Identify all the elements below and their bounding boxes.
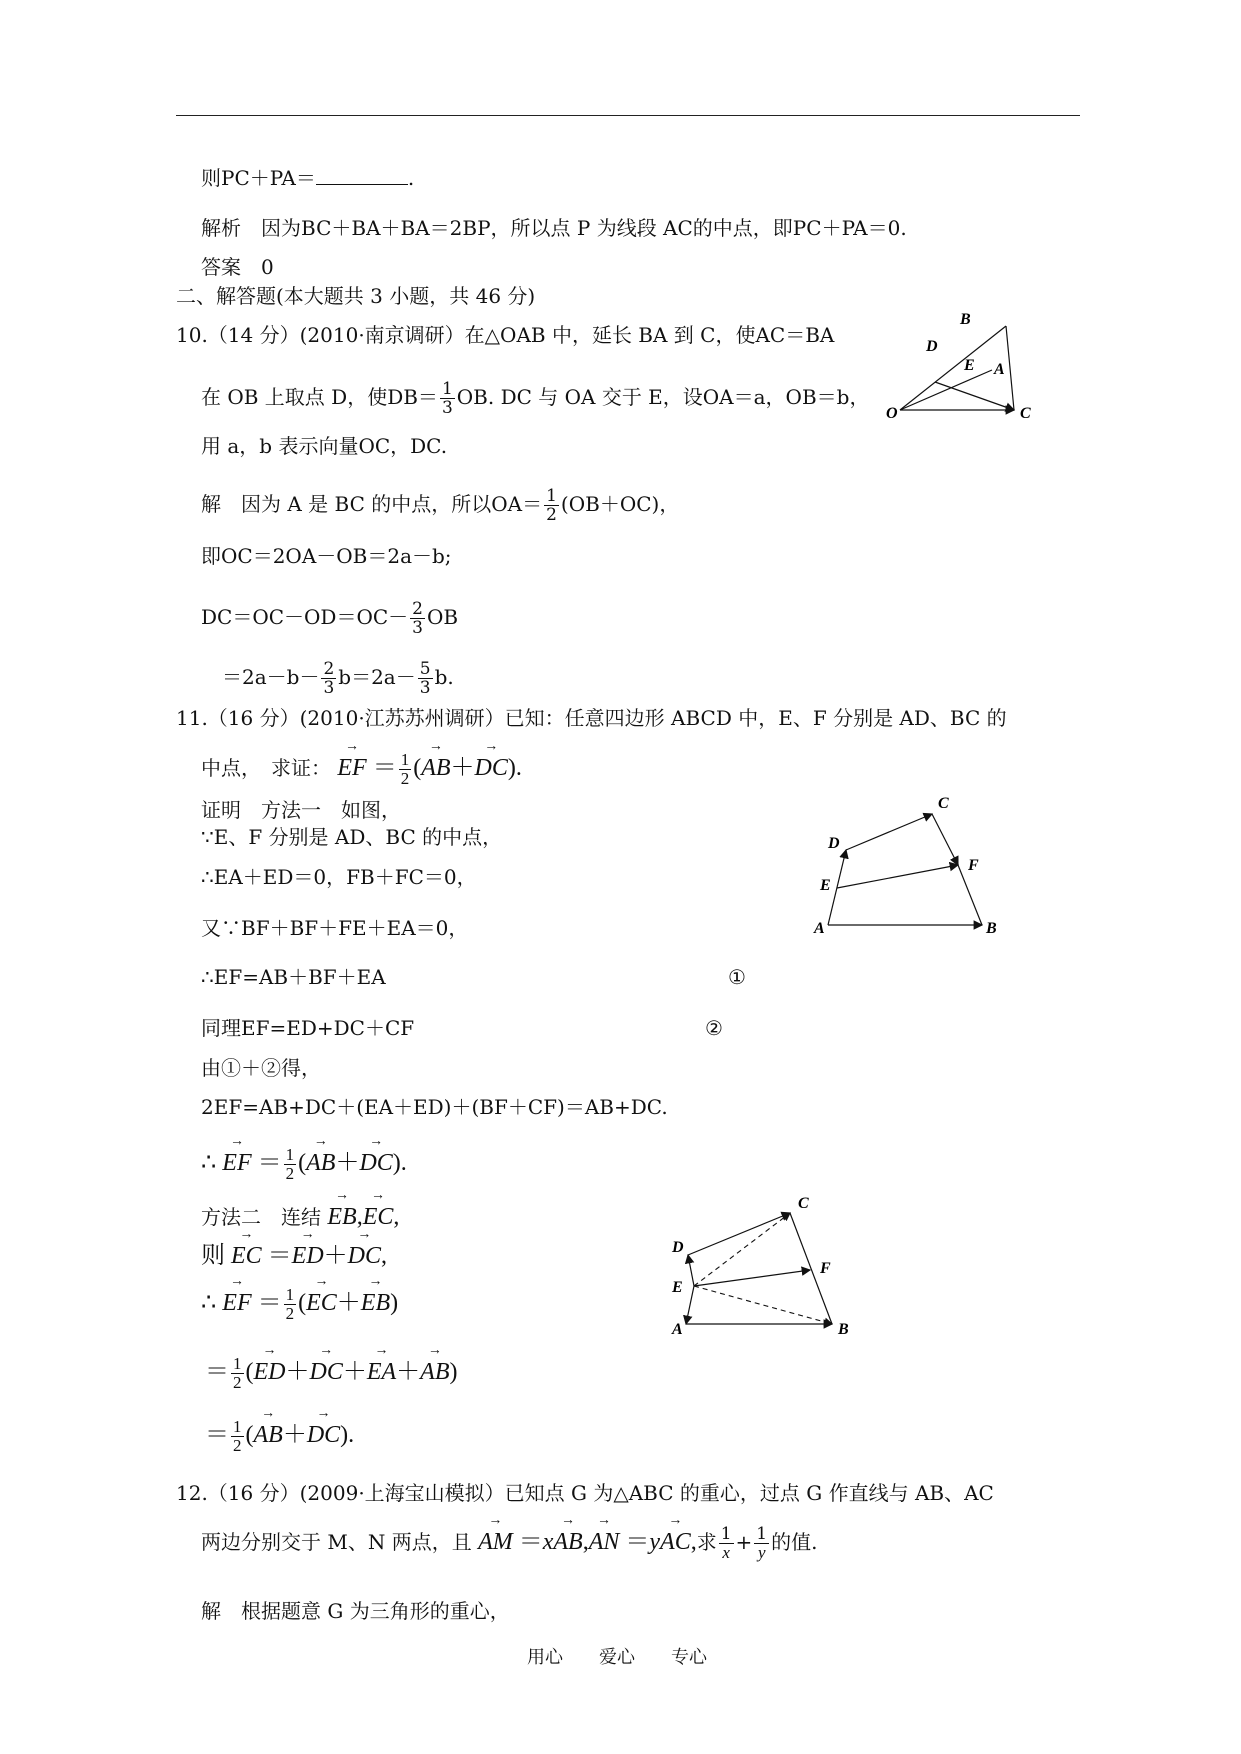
- solution-10-line1: 解 因为 A 是 BC 的中点，所以OA＝ $\frac{1}{2}$ (OB＋OC)，: [201, 486, 680, 525]
- proof-conclusion: ∴ → EF ＝ $\frac{1}{2}$ (→ AB＋→ DC).: [201, 1146, 407, 1183]
- question-12: 12.（16 分）(2009·上海宝山模拟）已知点 G 为△ABC 的重心，过点 G 作直线与 AB、AC: [176, 1481, 994, 1505]
- triangle-figure: [870, 310, 1040, 435]
- fig-label: D: [828, 835, 840, 852]
- solution-10-line4: ＝2a－b－ $\frac{2}{3}$ b＝2a－ $\frac{5}{3}$ b.: [222, 659, 454, 698]
- fig-label: B: [986, 920, 997, 937]
- answer-line: 答案 0: [201, 255, 274, 279]
- quadrilateral-figure: [808, 790, 1008, 940]
- fig-label: A: [672, 1321, 683, 1338]
- question-10-line2: 在 OB 上取点 D，使DB＝ $\frac{1}{3}$ OB. DC 与 OA 交于 E，设OA＝a，OB＝b，: [201, 379, 870, 418]
- fig-label: C: [1020, 405, 1031, 422]
- quadrilateral-dashed-figure: [660, 1188, 860, 1338]
- fig-label: A: [814, 920, 825, 937]
- fig-label: C: [938, 795, 949, 812]
- fig-label: E: [820, 877, 831, 894]
- proof-line: ＝ $\frac{1}{2}$ (→ AB＋→ DC).: [205, 1418, 354, 1455]
- proof-line: 又∵BF＋BF＋FE＋EA＝0，: [201, 916, 469, 940]
- answer-blank: [316, 166, 408, 185]
- fraction: $\frac{5}{3}$: [419, 659, 431, 698]
- fig-label: F: [968, 857, 979, 874]
- proof-line: ∴EA＋ED＝0，FB＋FC＝0，: [201, 865, 477, 889]
- fraction: $\frac{1}{2}$: [285, 1145, 295, 1183]
- fig-label: D: [926, 338, 938, 355]
- fraction: $\frac{1}{3}$: [441, 379, 453, 418]
- text-line: 则PC＋PA＝ .: [201, 166, 415, 190]
- proof-line: ∴ → EF ＝ $\frac{1}{2}$ (→ EC＋→ EB): [201, 1286, 398, 1323]
- question-12-line2: 两边分别交于 M、N 两点，且 → AM ＝x→ AB,→ AN ＝y→ AC,求 $\frac{1}{x}$ + $\frac{1}{y}$ 的值.: [201, 1525, 817, 1562]
- header-rule: [176, 115, 1080, 116]
- fig-label: E: [672, 1279, 683, 1296]
- question-11-line2: 中点， 求证： → EF ＝ $\frac{1}{2}$ (→ AB＋→ DC).: [201, 751, 522, 788]
- fig-label: A: [994, 361, 1005, 378]
- page-footer: 用心 爱心 专心: [527, 1647, 707, 1668]
- section-heading: 二、解答题(本大题共 3 小题，共 46 分): [176, 284, 536, 308]
- fig-label: C: [798, 1195, 809, 1212]
- fraction: $\frac{1}{2}$: [233, 1417, 242, 1455]
- analysis-line: 解析 因为BC＋BA＋BA＝2BP，所以点 P 为线段 AC的中点，即PC＋PA＝0.: [201, 216, 907, 240]
- fig-label: D: [672, 1239, 684, 1256]
- fraction: $\frac{1}{2}$: [400, 750, 410, 788]
- proof-line: 由①＋②得，: [201, 1056, 321, 1080]
- fraction: $\frac{1}{2}$: [546, 486, 557, 525]
- question-10-line3: 用 a，b 表示向量OC，DC.: [201, 434, 448, 458]
- fraction: $\frac{2}{3}$: [412, 599, 423, 638]
- proof-line: 同理EF=ED+DC＋CF: [201, 1016, 415, 1040]
- fraction: $\frac{2}{3}$: [323, 659, 335, 698]
- equation-number: ①: [728, 965, 746, 989]
- fill-blank-prompt: 则PC＋PA＝: [201, 166, 316, 190]
- fig-label: O: [886, 405, 898, 422]
- fig-label: E: [964, 357, 975, 374]
- proof-line: 证明 方法一 如图，: [201, 798, 401, 822]
- proof-method-2: 方法二 连结 → EB,→ EC,: [201, 1204, 399, 1230]
- proof-line: ∴EF=AB＋BF＋EA: [201, 965, 386, 989]
- fraction: $\frac{1}{2}$: [233, 1354, 242, 1392]
- fig-label: B: [960, 311, 971, 328]
- proof-line: 2EF=AB+DC＋(EA＋ED)＋(BF＋CF)＝AB+DC.: [201, 1095, 668, 1119]
- solution-10-line2: 即OC＝2OA－OB＝2a－b;: [201, 544, 452, 568]
- proof-line: ∵E、F 分别是 AD、BC 的中点，: [201, 825, 503, 849]
- fig-label: B: [838, 1321, 849, 1338]
- fraction: $\frac{1}{y}$: [756, 1524, 768, 1562]
- solution-10-line3: DC＝OC－OD＝OC－ $\frac{2}{3}$ OB: [201, 599, 459, 638]
- fig-label: F: [820, 1260, 831, 1277]
- question-10: 10.（14 分）(2010·南京调研）在△OAB 中，延长 BA 到 C，使AC＝BA: [176, 323, 835, 347]
- proof-line: ＝ $\frac{1}{2}$ (→ ED＋→ DC＋→ EA＋→ AB): [205, 1355, 458, 1392]
- equation-number: ②: [705, 1016, 723, 1040]
- proof-line: 则 → EC ＝→ ED＋→ DC,: [201, 1243, 387, 1269]
- question-11: 11.（16 分）(2010·江苏苏州调研）已知：任意四边形 ABCD 中，E、F 分别是 AD、BC 的: [176, 706, 1007, 730]
- solution-12-line1: 解 根据题意 G 为三角形的重心，: [201, 1599, 510, 1623]
- fraction: $\frac{1}{2}$: [285, 1285, 295, 1323]
- fraction: $\frac{1}{x}$: [720, 1524, 732, 1562]
